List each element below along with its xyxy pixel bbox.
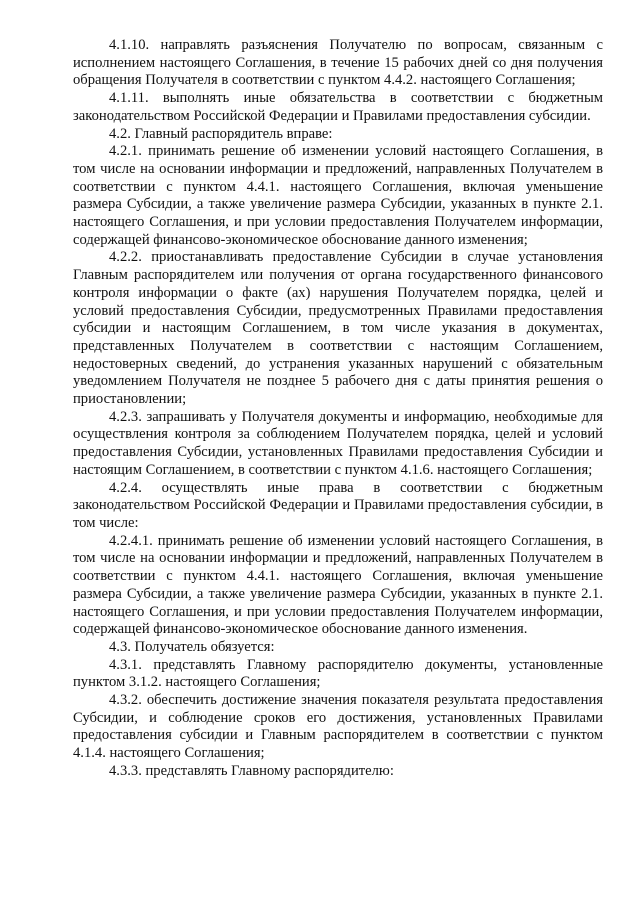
document-body [73, 37, 603, 781]
paragraph-4-3-1: 4.3.1. представлять Главному распорядителю документы, установленные пунктом 3.1.2. настоящего Соглашения; [73, 656, 603, 691]
paragraph-4-2-2: 4.2.2. приостанавливать предоставление Субсидии в случае установления Главным распорядителем или получения от органа государственного финансового контроля информации о факте (ах) нарушения Получателем порядка, целей и условий предоставления Субсидии, предусмотренных Правилами предоставления субсидии и настоящим Соглашением, в том числе указания в документах, представленных Получателем в соответствии с настоящим Соглашением, недостоверных сведений, до устранения указанных нарушений с обязательным уведомлением Получателя не позднее 5 рабочего дня с даты принятия решения о приостановлении; [73, 249, 603, 408]
paragraph-4-3-2: 4.3.2. обеспечить достижение значения показателя результата предоставления Субсидии, и соблюдение сроков его достижения, установленных Правилами предоставления субсидии и Главным распорядителем в соответствии с пунктом 4.1.4. настоящего Соглашения; [73, 692, 603, 762]
paragraph-4-2-4: 4.2.4. осуществлять иные права в соответствии с бюджетным законодательством Российской Федерации и Правилами предоставления субсидии, в том числе: [73, 479, 603, 531]
paragraph-4-2-3: 4.2.3. запрашивать у Получателя документы и информацию, необходимые для осуществления контроля за соблюдением Получателем порядка, целей и условий предоставления Субсидии, установленных Правилами предоставления Субсидии и настоящим Соглашением, в соответствии с пунктом 4.1.6. настоящего Соглашения; [73, 408, 603, 478]
paragraph-4-3-heading: 4.3. Получатель обязуется: [109, 638, 275, 655]
paragraph-4-2-1: 4.2.1. принимать решение об изменении условий настоящего Соглашения, в том числе на основании информации и предложений, направленных Получателем в соответствии с пунктом 4.4.1. настоящего Соглашения, включая уменьшение размера Субсидии, а также увеличение размера Субсидии, указанных в пункте 2.1. настоящего Соглашения, и при условии предоставления Получателем информации, содержащей финансово-экономическое обоснование данного изменения; [73, 143, 603, 248]
paragraph-4-2-heading: 4.2. Главный распорядитель вправе: [109, 125, 333, 142]
paragraph-4-1-10: 4.1.10. направлять разъяснения Получателю по вопросам, связанным с исполнением настоящего Соглашения, в течение 15 рабочих дней со дня получения обращения Получателя в соответствии с пунктом 4.4.2. настоящего Соглашения; [73, 37, 603, 89]
paragraph-4-1-11: 4.1.11. выполнять иные обязательства в соответствии с бюджетным законодательством Российской Федерации и Правилами предоставления субсидии. [73, 90, 603, 124]
paragraph-4-3-3: 4.3.3. представлять Главному распорядителю: [109, 762, 394, 779]
paragraph-4-2-4-1: 4.2.4.1. принимать решение об изменении условий настоящего Соглашения, в том числе на основании информации и предложений, направленных Получателем в соответствии с пунктом 4.4.1. настоящего Соглашения, включая уменьшение размера Субсидии, а также увеличение размера Субсидии, указанных в пункте 2.1. настоящего Соглашения, и при условии предоставления Получателем информации, содержащей финансово-экономическое обоснование данного изменения. [73, 532, 603, 638]
